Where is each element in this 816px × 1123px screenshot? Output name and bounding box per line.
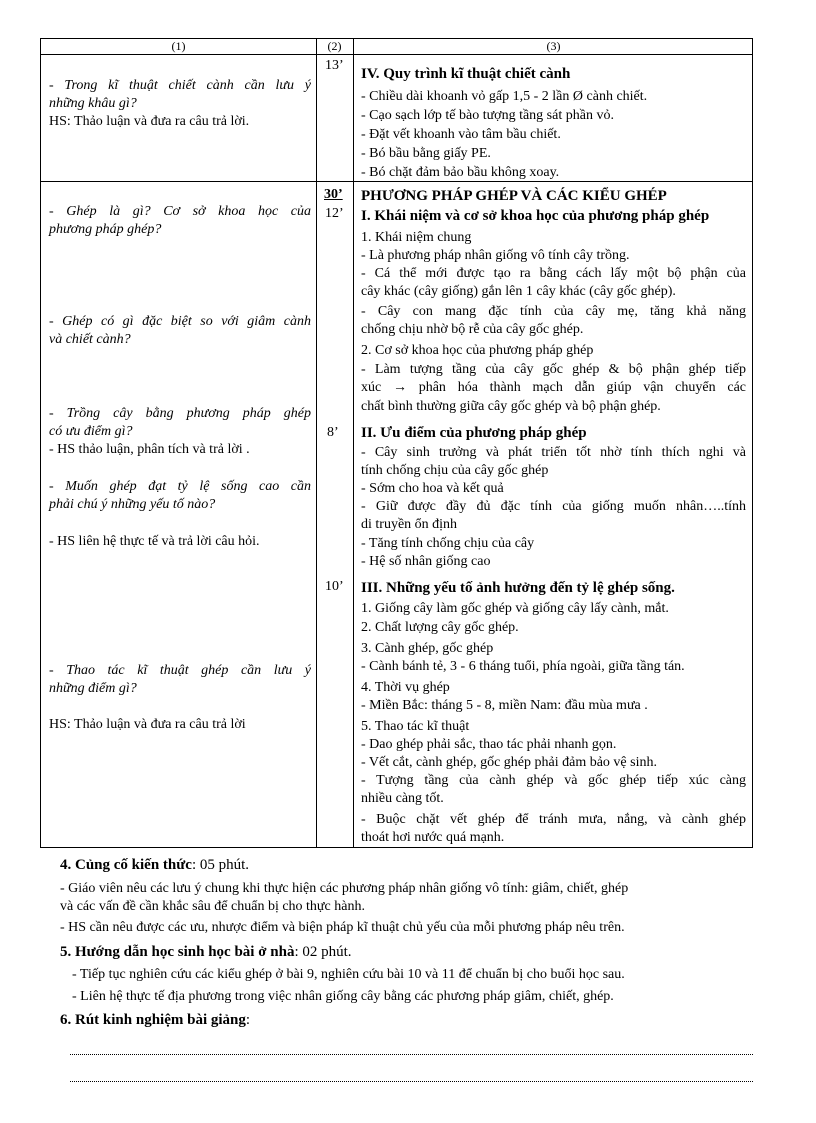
header-divider [41,54,752,55]
section-6-title: 6. Rút kinh nghiệm bài giảng [60,1012,246,1028]
content-line: chống chịu nhờ bộ rễ của cây gốc ghép. [361,322,584,337]
content-line: - Chiều dài khoanh vỏ gấp 1,5 - 2 lần Ø cành chiết. [361,89,648,104]
content-line: - Bó chặt đảm bảo bầu không xoay. [361,165,560,180]
section-5-title: 5. Hướng dẫn học sinh học bài ở nhà [60,944,295,960]
content-line: 2. Chất lượng cây gốc ghép. [361,620,519,635]
lesson-table [40,38,753,848]
content-line: thoát hơi nước quá mạnh. [361,830,505,845]
question-thao-tac: - Thao tác kĩ thuật ghép cần lưu ý [49,663,311,678]
answer-chiet-canh: HS: Thảo luận và đưa ra câu trả lời. [49,114,250,129]
content-line: tính chống chịu của cây gốc ghép [361,463,549,478]
section-4-title: 4. Củng cố kiến thức [60,857,192,873]
header-col-2: (2) [327,39,342,53]
content-line: - Hệ số nhân giống cao [361,554,491,569]
content-line: - Dao ghép phải sắc, thao tác phải nhanh gọn. [361,737,617,752]
section-5-duration: : 02 phút. [294,944,352,960]
question-ghep-la-gi: - Ghép là gì? Cơ sở khoa học của [49,204,311,219]
main-heading: PHƯƠNG PHÁP GHÉP VÀ CÁC KIỂU GHÉP [361,188,667,204]
question-ghep-la-gi-cont: phương pháp ghép? [49,222,162,237]
content-line: 2. Cơ sở khoa học của phương pháp ghép [361,343,594,358]
question-ty-le-song: - Muốn ghép đạt tỷ lệ sống cao cần [49,479,311,494]
content-line: - Cạo sạch lớp tế bào tượng tầng sát phần vỏ. [361,108,614,123]
time-total: 30’ [324,187,343,202]
content-line: 1. Giống cây làm gốc ghép và giống cây lấy cành, mắt. [361,601,669,616]
col-divider-1 [316,39,317,847]
section-6-heading [60,1011,250,1029]
content-line: xúc → phân hóa thành mạch dẫn giúp vận chuyển các [361,380,746,395]
content-line: - Đặt vết khoanh vào tâm bầu chiết. [361,127,561,142]
content-line: - Cá thể mới được tạo ra bằng cách lấy một bộ phận của [361,266,746,281]
section-iii-title: III. Những yếu tố ảnh hưởng đến tỷ lệ ghép sống. [361,580,675,596]
section-5-line: - Tiếp tục nghiên cứu các kiểu ghép ở bài 9, nghiên cứu bài 10 và 11 để chuẩn bị cho buổi học sau. [72,967,625,982]
section-iv-title: IV. Quy trình kĩ thuật chiết cành [361,66,571,82]
section-i-title: I. Khái niệm và cơ sở khoa học của phương pháp ghép [361,208,710,224]
content-line: - Giữ được đầy đủ đặc tính của giống muốn nhân…..tính [361,499,746,514]
header-col-3: (3) [546,39,561,53]
header-col-1: (1) [171,39,186,53]
content-line: cây khác (cây giống) gắn lên 1 cây khác (cây gốc ghép). [361,284,676,299]
content-line: - Cây sinh trưởng và phát triển tốt nhờ tính thích nghi và [361,445,746,460]
question-uu-diem-cont: có ưu điểm gì? [49,424,133,439]
content-line: - Cây con mang đặc tính của cây mẹ, tăng khả năng [361,304,746,319]
time-section-1: 12’ [325,206,344,221]
question-ghep-dac-biet: - Ghép có gì đặc biệt so với giâm cành [49,314,311,329]
content-line: - Bó bầu bằng giấy PE. [361,146,491,161]
section-4-heading [60,856,249,874]
section-5-line: - Liên hệ thực tế địa phương trong việc nhân giống cây bằng các phương pháp giâm, chiết, ghép. [72,989,614,1004]
content-line: - Tượng tầng của cành ghép và gốc ghép tiếp xúc càng [361,773,746,788]
section-5-heading [60,943,352,961]
section-4-duration: : 05 phút. [191,857,250,873]
content-line: 5. Thao tác kĩ thuật [361,719,470,734]
section-6-colon: : [245,1012,251,1028]
writing-line [70,1054,753,1055]
col-divider-2 [353,39,354,847]
time-section-3: 10’ [325,579,344,594]
question-uu-diem: - Trồng cây bằng phương pháp ghép [49,406,311,421]
question-thao-tac-cont: những điểm gì? [49,681,137,696]
content-line: - Làm tượng tầng của cây gốc ghép & bộ phận ghép tiếp [361,362,746,377]
question-chiet-canh: - Trong kĩ thuật chiết cành cần lưu ý [49,78,311,93]
content-line: - Là phương pháp nhân giống vô tính cây trồng. [361,248,630,263]
content-line: - Tăng tính chống chịu của cây [361,536,535,551]
answer-uu-diem: - HS thảo luận, phân tích và trả lời . [49,442,250,457]
content-line: 1. Khái niệm chung [361,230,472,245]
section-4-line: và các vấn đề cần khắc sâu để chuẩn bị cho thực hành. [60,899,365,914]
time-section-2: 8’ [327,425,339,440]
content-line: nhiều càng tốt. [361,791,444,806]
section-ii-title: II. Ưu điểm của phương pháp ghép [361,425,587,441]
answer-thao-tac: HS: Thảo luận và đưa ra câu trả lời [49,717,246,732]
content-line: - Miền Bắc: tháng 5 - 8, miền Nam: đầu mùa mưa . [361,698,648,713]
answer-ty-le-song: - HS liên hệ thực tế và trả lời câu hỏi. [49,534,260,549]
section-4-line: - Giáo viên nêu các lưu ý chung khi thực hiện các phương pháp nhân giống vô tính: giâm, chiết, ghép [60,881,629,896]
writing-line [70,1081,753,1082]
content-line: - Vết cắt, cành ghép, gốc ghép phải đảm bảo vệ sinh. [361,755,657,770]
time-row1: 13’ [325,58,344,73]
section-4-line: - HS cần nêu được các ưu, nhược điểm và biện pháp kĩ thuật chủ yếu của mỗi phương pháp nêu trên. [60,920,625,935]
content-line: di truyền ổn định [361,517,458,532]
content-line: - Buộc chặt vết ghép để tránh mưa, nắng, và cành ghép [361,812,746,827]
question-ghep-dac-biet-cont: và chiết cành? [49,332,131,347]
content-line: 3. Cành ghép, gốc ghép [361,641,494,656]
question-chiet-canh-cont: những khâu gì? [49,96,137,111]
content-line: - Sớm cho hoa và kết quả [361,481,504,496]
question-ty-le-song-cont: phải chú ý những yếu tố nào? [49,497,216,512]
content-line: 4. Thời vụ ghép [361,680,450,695]
content-line: - Cành bánh tẻ, 3 - 6 tháng tuổi, phía ngoài, giữa tầng tán. [361,659,685,674]
content-line: chất bình thường giữa cây gốc ghép và bộ phận ghép. [361,399,661,414]
